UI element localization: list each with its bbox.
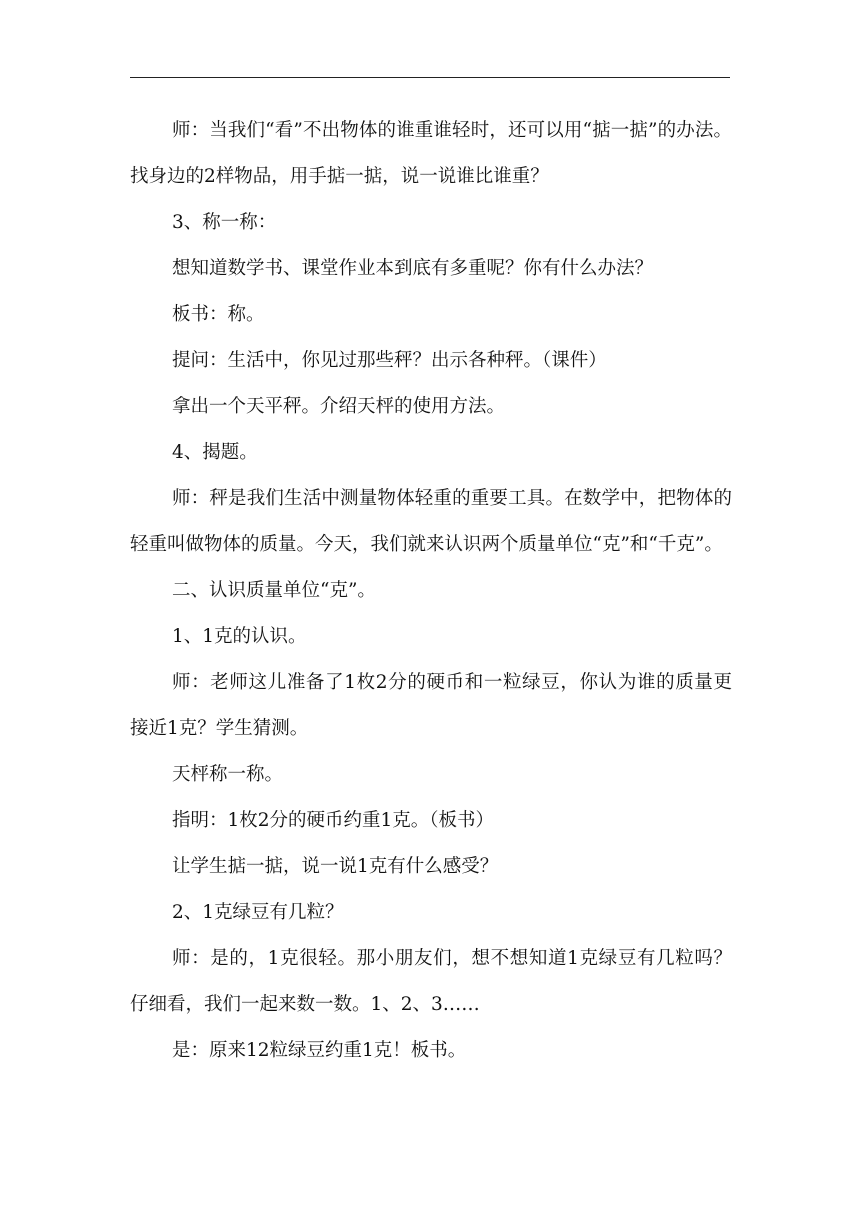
- paragraph: 指明：1枚2分的硬币约重1克。（板书）: [172, 810, 495, 831]
- paragraph: 师：当我们“看”不出物体的谁重谁轻时，还可以用“掂一掂”的办法。找身边的2样物品，用手掂一掂，说一说谁比谁重？: [130, 120, 732, 187]
- paragraph: 提问：生活中，你见过那些秤？出示各种秤。（课件）: [172, 350, 607, 371]
- paragraph: 拿出一个天平秤。介绍天枰的使用方法。: [172, 396, 506, 417]
- paragraph: 师：秤是我们生活中测量物体轻重的重要工具。在数学中，把物体的轻重叫做物体的质量。今天，我们就来认识两个质量单位“克”和“千克”。: [130, 488, 732, 555]
- paragraph: 板书：称。: [172, 304, 265, 325]
- paragraph: 是：原来12粒绿豆约重1克！板书。: [172, 1040, 467, 1061]
- section-heading: 3、称一称：: [172, 212, 277, 233]
- section-heading: 4、揭题。: [172, 442, 258, 463]
- paragraph: 师：老师这儿准备了1枚2分的硬币和一粒绿豆，你认为谁的质量更接近1克？学生猜测。: [130, 672, 732, 739]
- paragraph: 师：是的，1克很轻。那小朋友们，想不想知道1克绿豆有几粒吗？仔细看，我们一起来数一数。1、2、3……: [130, 948, 732, 1015]
- section-heading: 2、1克绿豆有几粒？: [172, 902, 344, 923]
- section-heading: 二、认识质量单位“克”。: [172, 580, 376, 601]
- header-rule: [130, 77, 730, 78]
- paragraph: 天枰称一称。: [172, 764, 284, 785]
- paragraph: 让学生掂一掂，说一说1克有什么感受？: [172, 856, 499, 877]
- document-body: [130, 108, 732, 1074]
- paragraph: 想知道数学书、课堂作业本到底有多重呢？你有什么办法？: [172, 258, 654, 279]
- section-heading: 1、1克的认识。: [172, 626, 307, 647]
